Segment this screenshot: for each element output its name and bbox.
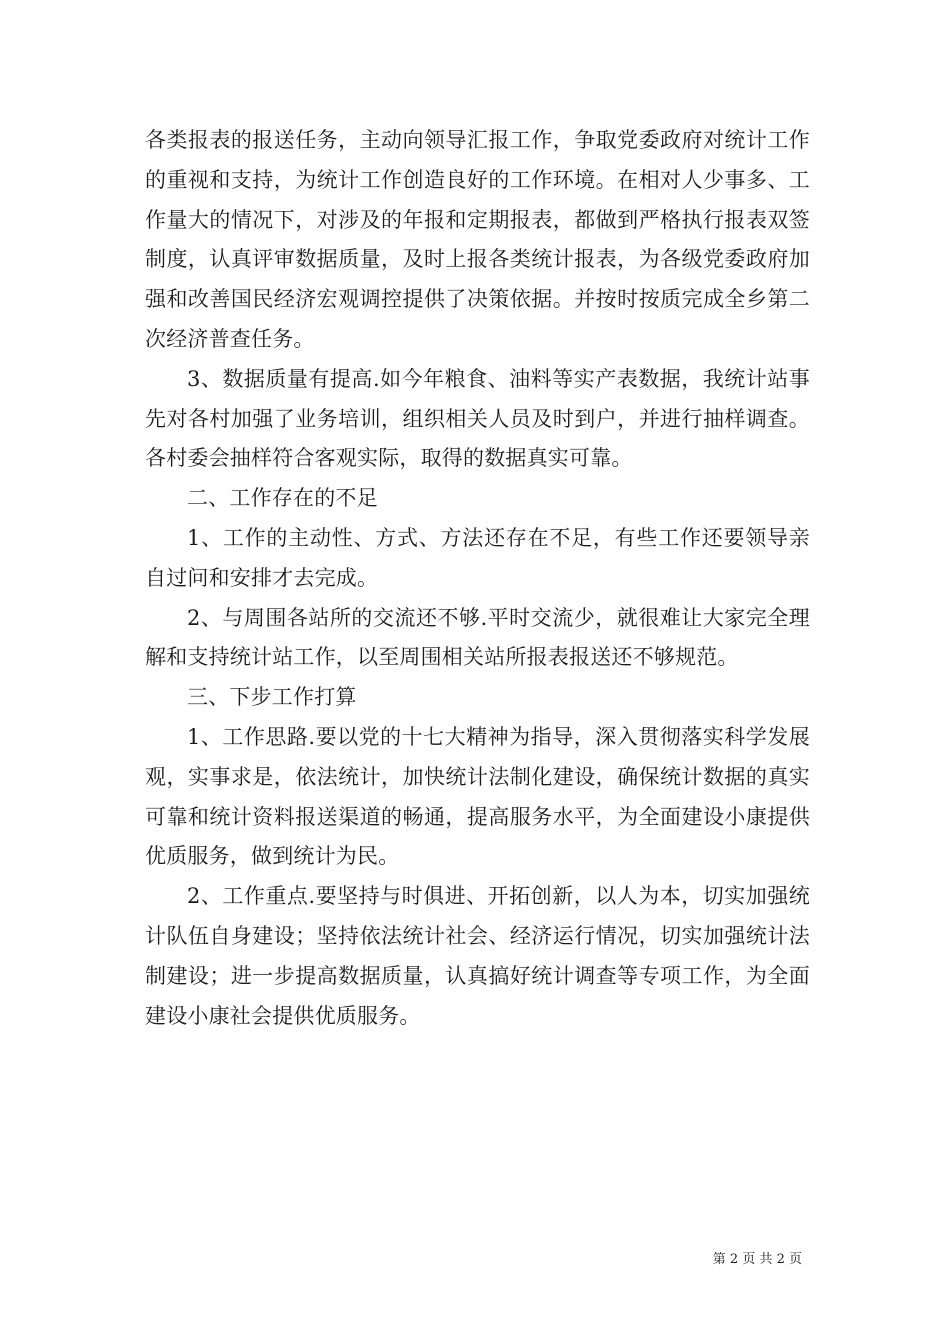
document-body bbox=[145, 121, 810, 1036]
paragraph: 1、工作的主动性、方式、方法还存在不足，有些工作还要领导亲自过问和安排才去完成。 bbox=[145, 525, 810, 590]
section-heading: 三、下步工作打算 bbox=[187, 685, 357, 710]
paragraph: 3、数据质量有提高.如今年粮食、油料等实产表数据，我统计站事先对各村加强了业务培训，组织相关人员及时到户，并进行抽样调查。各村委会抽样符合客观实际，取得的数据真实可靠。 bbox=[145, 366, 810, 471]
page-number-footer: 第 2 页 共 2 页 bbox=[712, 1252, 802, 1267]
paragraph: 1、工作思路.要以党的十七大精神为指导，深入贯彻落实科学发展观，实事求是，依法统计，加快统计法制化建设，确保统计数据的真实可靠和统计资料报送渠道的畅通，提高服务水平，为全面建设小康提供优质服务，做到统计为民。 bbox=[145, 724, 810, 869]
paragraph: 2、与周围各站所的交流还不够.平时交流少，就很难让大家完全理解和支持统计站工作，以至周围相关站所报表报送还不够规范。 bbox=[145, 605, 810, 670]
section-heading: 二、工作存在的不足 bbox=[187, 486, 378, 511]
paragraph: 2、工作重点.要坚持与时俱进、开拓创新，以人为本，切实加强统计队伍自身建设；坚持依法统计社会、经济运行情况，切实加强统计法制建设；进一步提高数据质量，认真搞好统计调查等专项工作，为全面建设小康社会提供优质服务。 bbox=[145, 884, 810, 1028]
paragraph: 各类报表的报送任务，主动向领导汇报工作，争取党委政府对统计工作的重视和支持，为统计工作创造良好的工作环境。在相对人少事多、工作量大的情况下，对涉及的年报和定期报表，都做到严格执行报表双签制度，认真评审数据质量，及时上报各类统计报表，为各级党委政府加强和改善国民经济宏观调控提供了决策依据。并按时按质完成全乡第二次经济普查任务。 bbox=[145, 128, 810, 351]
